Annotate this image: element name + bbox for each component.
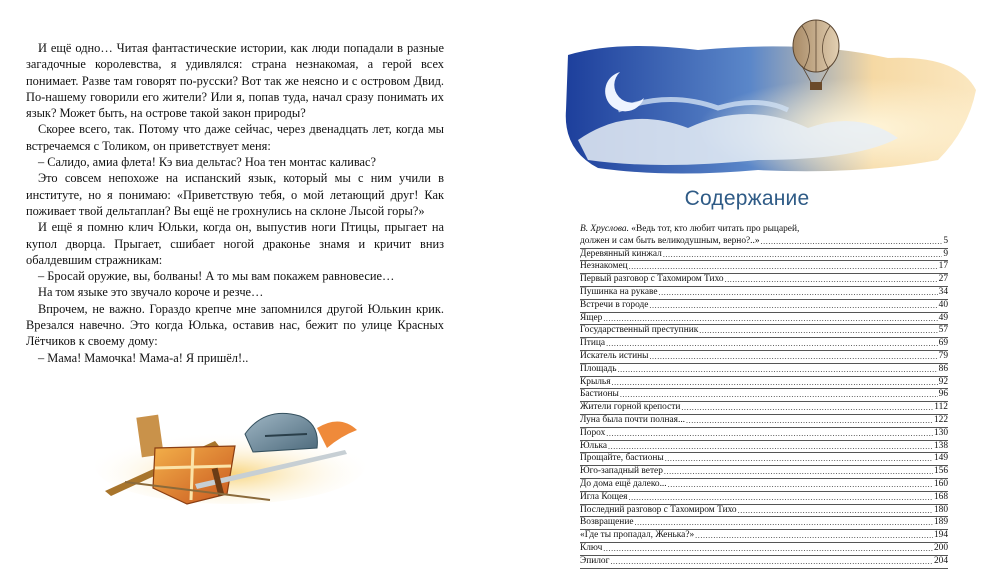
toc-page-number: 168 <box>933 491 948 502</box>
toc-entry[interactable] <box>580 260 948 273</box>
toc-leader <box>649 351 937 363</box>
toc-entry-title: Встречи в городе <box>580 299 649 310</box>
toc-page-number: 96 <box>938 389 948 400</box>
toc-entry[interactable] <box>580 465 948 478</box>
toc-leader <box>603 313 937 325</box>
toc-entry-title: Искатель истины <box>580 350 649 361</box>
toc-foreword-author: В. Хруслова. <box>580 224 629 234</box>
toc-entry[interactable] <box>580 516 948 529</box>
toc-page-number: 149 <box>933 453 948 464</box>
toc-leader <box>606 338 938 350</box>
toc-page-number: 112 <box>934 402 948 413</box>
toc-leader <box>610 556 933 568</box>
toc-leader <box>608 441 933 453</box>
toc-entry[interactable] <box>580 388 948 401</box>
toc-page-number: 194 <box>933 530 948 541</box>
toc-foreword-line1 <box>580 224 948 236</box>
toc-page-number: 69 <box>938 338 948 349</box>
toc-entry-foreword[interactable] <box>580 224 948 248</box>
toc-leader <box>761 236 943 248</box>
toc-leader <box>635 517 933 529</box>
toc-entry[interactable] <box>580 401 948 414</box>
toc-entry[interactable] <box>580 414 948 427</box>
toc-entry[interactable] <box>580 452 948 465</box>
toc-page-number: 79 <box>938 350 948 361</box>
toc-page-number: 57 <box>938 325 948 336</box>
toc-entry[interactable] <box>580 248 948 261</box>
toc-page-number: 92 <box>938 376 948 387</box>
toc-entry-title: Бастионы <box>580 389 619 400</box>
toc-leader <box>603 543 933 555</box>
toc-leader <box>629 261 938 273</box>
toc-foreword-line2 <box>580 236 948 248</box>
paragraph: И ещё одно… Читая фантастические истории, как люди попадали в разные загадочные королевства, я удивлялся: страна незнакомая, а герой всех понимает. Разве там говорят по-русски? Вот так же неясно и с островом Двид. По-нашему говорили его жители? Или я, попав туда, начал сразу понимать их язык? Может быть, на острове такой закон природы? <box>26 41 444 121</box>
toc-entry-title: Возвращение <box>580 517 634 528</box>
toc-leader <box>663 249 942 261</box>
toc-leader <box>699 325 937 337</box>
table-of-contents <box>580 224 948 569</box>
toc-entry-title: Ящер <box>580 312 603 323</box>
toc-entry-title: Юго-западный ветер <box>580 466 663 477</box>
toc-page-number: 34 <box>938 286 948 297</box>
toc-entry-title: Государственный преступник <box>580 325 699 336</box>
paragraph: – Салидо, амиа флета! Кэ виа дельтас? Ноа тен монтас каливас? <box>38 155 377 170</box>
paragraph: На том языке это звучало короче и резче… <box>38 285 264 300</box>
toc-page-number: 130 <box>933 427 948 438</box>
toc-page-number: 204 <box>933 555 948 566</box>
toc-entry[interactable] <box>580 529 948 542</box>
toc-page-number: 180 <box>933 504 948 515</box>
toc-page-number: 160 <box>933 478 948 489</box>
toc-leader <box>606 428 933 440</box>
toc-entry[interactable] <box>580 324 948 337</box>
toc-entry[interactable] <box>580 504 948 517</box>
paragraph: Скорее всего, так. Потому что даже сейчас, через двенадцать лет, когда мы встречаемся с Толиком, он приветствует меня: <box>26 122 444 153</box>
toc-page-number: 156 <box>933 466 948 477</box>
toc-entry-title: Птица <box>580 338 606 349</box>
paragraph: Впрочем, не важно. Гораздо крепче мне запомнился другой Юлькин крик. Врезался навечно. Это когда Юлька, оставив нас, бежит по улице Красных Лётчиков к своему дому: <box>26 301 444 349</box>
toc-entry[interactable] <box>580 273 948 286</box>
toc-page-number: 200 <box>933 542 948 553</box>
toc-entry-title: Юлька <box>580 440 608 451</box>
toc-page-number: 17 <box>938 261 948 272</box>
toc-entry[interactable] <box>580 478 948 491</box>
toc-leader <box>629 492 933 504</box>
toc-entry[interactable] <box>580 337 948 350</box>
toc-page-number: 5 <box>943 235 948 246</box>
toc-entry-title: Крылья <box>580 376 611 387</box>
toc-entry-title: Игла Кощея <box>580 491 628 502</box>
toc-leader <box>738 505 933 517</box>
toc-leader <box>659 287 938 299</box>
paragraph: – Мама! Мамочка! Мама-а! Я пришёл!.. <box>38 350 249 365</box>
toc-entry-title: Пушинка на рукаве <box>580 286 658 297</box>
toc-leader <box>725 274 938 286</box>
toc-entry-title: Жители горной крепости <box>580 402 681 413</box>
toc-leader <box>681 402 933 414</box>
toc-entry-title: Первый разговор с Тахомиром Тихо <box>580 274 724 285</box>
body-text <box>26 40 444 366</box>
toc-entry-title: Площадь <box>580 363 617 374</box>
toc-entry[interactable] <box>580 491 948 504</box>
toc-leader <box>686 415 933 427</box>
toc-leader <box>649 300 937 312</box>
toc-page-number: 86 <box>938 363 948 374</box>
toc-entry-title: Незнакомец <box>580 261 628 272</box>
paragraph: Это совсем непохоже на испанский язык, который мы с ним учили в институте, но я понимаю: «Приветствую тебя, о мой летающий друг! Как поживает твой дельтаплан? Вы ещё не грохнулись на склоне Лысой горы?» <box>26 171 444 218</box>
toc-entry-title: Деревянный кинжал <box>580 248 662 259</box>
toc-page-number: 138 <box>933 440 948 451</box>
sky-balloon-illustration <box>558 10 978 180</box>
toc-page-number: 189 <box>933 517 948 528</box>
toc-entry[interactable] <box>580 376 948 389</box>
toc-entry-title: До дома ещё далеко... <box>580 478 667 489</box>
toc-page-number: 40 <box>938 299 948 310</box>
toc-entry[interactable] <box>580 427 948 440</box>
toc-leader <box>620 389 938 401</box>
toc-heading: Содержание <box>684 187 810 210</box>
toc-page-number: 122 <box>933 414 948 425</box>
toc-entry-title: Ключ <box>580 542 603 553</box>
weapons-illustration <box>95 396 365 506</box>
toc-entry-title: Прощайте, бастионы <box>580 453 664 464</box>
toc-page-number: 49 <box>938 312 948 323</box>
toc-leader <box>665 453 933 465</box>
toc-entry-title: Последний разговор с Тахомиром Тихо <box>580 504 737 515</box>
toc-page-number: 27 <box>938 274 948 285</box>
toc-foreword-title-line2: должен и сам быть великодушным, верно?..» <box>580 235 760 246</box>
paragraph: – Бросай оружие, вы, болваны! А то мы вам покажем равновесие… <box>38 269 395 284</box>
toc-leader <box>612 377 938 389</box>
toc-entry[interactable] <box>580 555 948 569</box>
toc-foreword-title-line1: «Ведь тот, кто любит читать про рыцарей, <box>631 224 800 234</box>
toc-entry[interactable] <box>580 350 948 363</box>
right-page <box>498 0 996 565</box>
toc-entry[interactable] <box>580 542 948 555</box>
toc-entry-title: Луна была почти полная... <box>580 414 686 425</box>
toc-entry-title: Порох <box>580 427 606 438</box>
toc-entry[interactable] <box>580 286 948 299</box>
toc-leader <box>664 466 933 478</box>
toc-entry[interactable] <box>580 299 948 312</box>
toc-entry[interactable] <box>580 312 948 325</box>
toc-entry[interactable] <box>580 440 948 453</box>
toc-entry[interactable] <box>580 363 948 376</box>
toc-entry-title: «Где ты пропадал, Женька?» <box>580 530 695 541</box>
toc-leader <box>695 530 933 542</box>
toc-leader <box>618 364 938 376</box>
toc-leader <box>668 479 933 491</box>
toc-page-number: 9 <box>943 248 948 259</box>
paragraph: И ещё я помню клич Юльки, когда он, выпустив ноги Птицы, прыгает на купол дворца. Прыгает, сшибает ногой драконье знамя и кричит вниз обалдевшим стражникам: <box>26 220 444 267</box>
left-page <box>0 0 498 565</box>
toc-entry-title: Эпилог <box>580 555 610 566</box>
